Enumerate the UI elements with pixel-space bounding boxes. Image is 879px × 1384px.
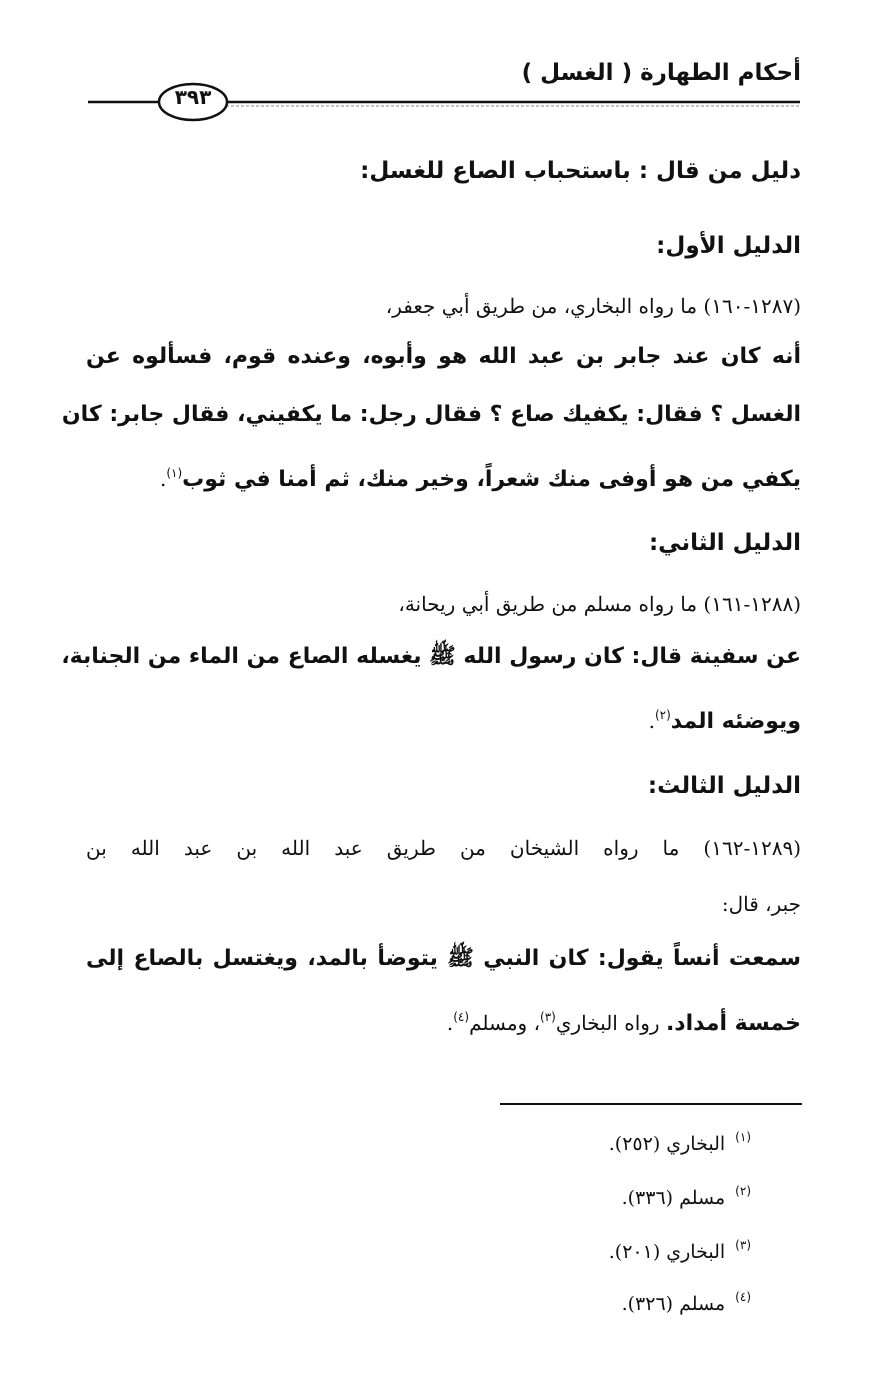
evidence-2-end: . (648, 709, 655, 733)
evidence-3-line-2-text: خمسة أمداد. (665, 1011, 801, 1036)
evidence-2-text (61, 628, 801, 751)
footnote-ref-3[interactable]: (٣) (540, 1010, 556, 1024)
evidence-3-source: رواه البخاري (555, 1011, 666, 1035)
evidence-1-heading: الدليل الأول: (656, 233, 801, 259)
evidence-1-line-2: الغسل ؟ فقال: يكفيك صاع ؟ فقال رجل: ما يكفيني، فقال جابر: كان (61, 402, 801, 427)
footnote-ref-2[interactable]: (٢) (654, 708, 671, 722)
evidence-3-narration-line-2: جبر، قال: (721, 892, 801, 916)
footnote-4-text: مسلم (٣٢٦). (621, 1293, 726, 1315)
evidence-2-line-2-text: ويوضئه المد (670, 709, 801, 734)
evidence-2-narration: (١٢٨٨-١٦١) ما رواه مسلم من طريق أبي ريحانة، (398, 592, 801, 616)
evidence-3-narration-line-1: (١٢٨٩-١٦٢) ما رواه الشيخان من طريق عبد الله بن عبد الله بن (86, 836, 801, 860)
section-title: دليل من قال : باستحباب الصاع للغسل: (360, 158, 801, 184)
footnote-2 (622, 1184, 751, 1209)
header-rule (0, 70, 879, 130)
footnote-1-num: (١) (735, 1130, 751, 1144)
footnote-ref-1[interactable]: (١) (166, 466, 183, 480)
evidence-2-line-2 (86, 686, 801, 751)
footnote-3 (609, 1238, 751, 1263)
footnote-3-text: البخاري (٢٠١). (608, 1241, 726, 1263)
footnote-separator (500, 1103, 802, 1105)
evidence-3-line-1: سمعت أنساً يقول: كان النبي ﷺ يتوضأ بالمد، ويغتسل بالصاع إلى (86, 946, 801, 971)
footnote-1-text: البخاري (٢٥٢). (608, 1133, 726, 1155)
evidence-1-text (61, 328, 801, 509)
footnote-2-text: مسلم (٣٣٦). (621, 1187, 726, 1209)
evidence-3-end: . (446, 1011, 454, 1035)
evidence-3-heading: الدليل الثالث: (647, 773, 801, 799)
evidence-1-line-3-text: يكفي من هو أوفى منك شعراً، وخير منك، ثم أمنا في ثوب (182, 467, 801, 492)
footnote-1 (609, 1130, 751, 1155)
footnote-4 (622, 1290, 751, 1315)
footnote-4-num: (٤) (735, 1290, 751, 1304)
footnote-ref-4[interactable]: (٤) (453, 1010, 470, 1024)
evidence-1-line-3 (86, 444, 801, 509)
evidence-3-line-2 (86, 988, 801, 1053)
evidence-1-line-1: أنه كان عند جابر بن عبد الله هو وأبوه، وعنده قوم، فسألوه عن (86, 344, 801, 369)
page-number: ٣٩٣ (174, 85, 212, 109)
evidence-1-end: . (159, 467, 167, 491)
footnote-2-num: (٢) (735, 1184, 751, 1198)
evidence-1-narration: (١٢٨٧-١٦٠) ما رواه البخاري، من طريق أبي جعفر، (385, 294, 801, 318)
evidence-2-line-1: عن سفينة قال: كان رسول الله ﷺ يغسله الصاع من الماء من الجنابة، (61, 644, 801, 669)
evidence-3-narration (86, 820, 801, 932)
evidence-3-text (86, 930, 801, 1053)
footnote-3-num: (٣) (735, 1238, 751, 1252)
evidence-2-heading: الدليل الثاني: (648, 530, 801, 556)
running-header-title: أحكام الطهارة ( الغسل ) (521, 60, 801, 86)
evidence-3-source-2: ، ومسلم (469, 1011, 541, 1035)
